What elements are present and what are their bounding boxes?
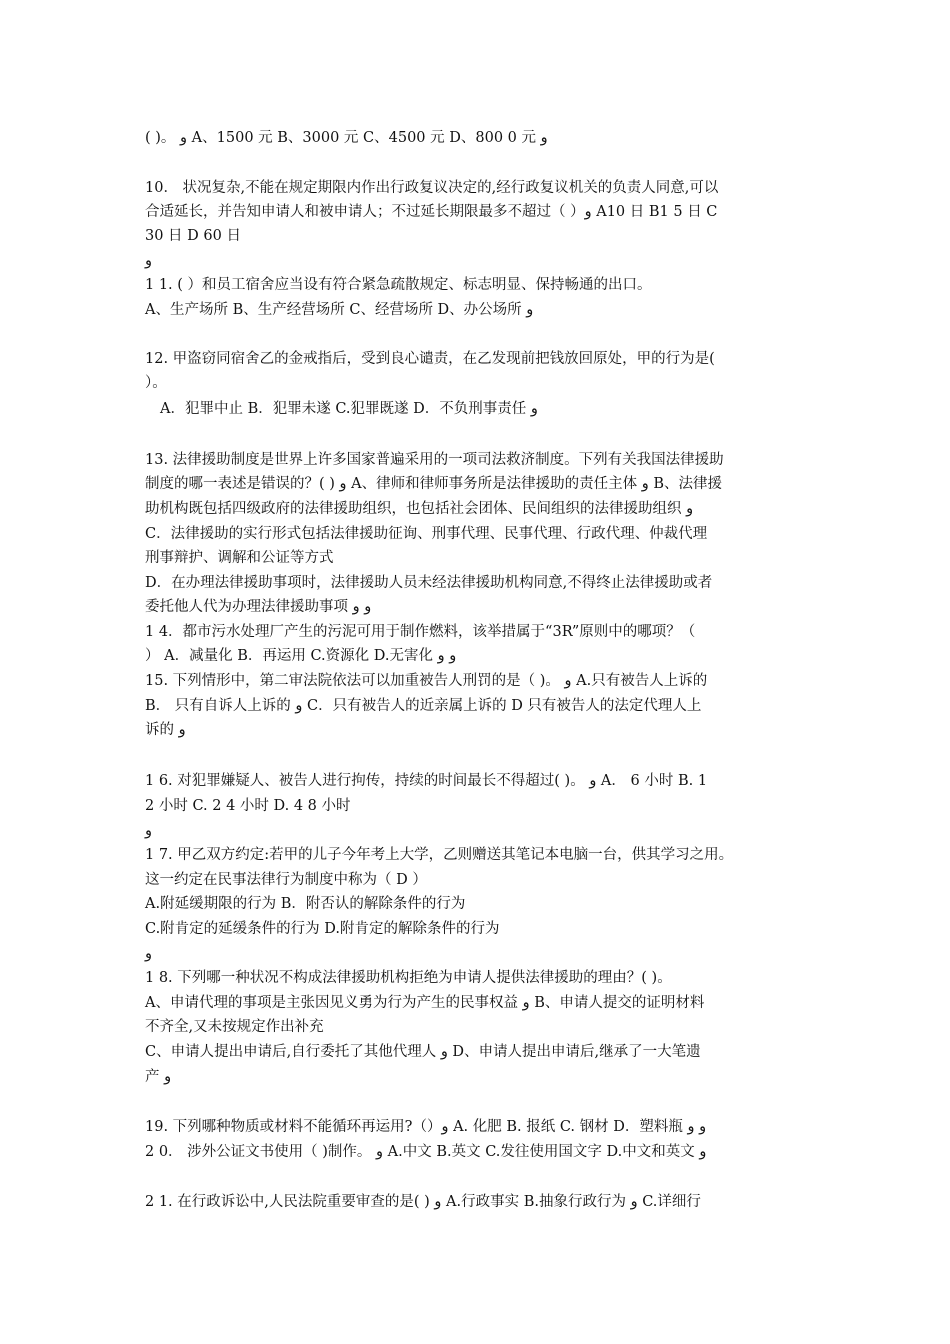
text-line: 1 6. 对犯罪嫌疑人、被告人进行拘传，持续的时间最长不得超过( )。 و A． 6 小时 B. 1 (145, 773, 708, 789)
text-line: D．在办理法律援助事项时，法律援助人员未经法律援助机构同意,不得终止法律援助或者 (145, 575, 713, 591)
text-line: 1 4．都市污水处理厂产生的污泥可用于制作燃料，该举措属于“3R”原则中的哪项？（ (145, 624, 696, 640)
text-line: 2 小时 C. 2 4 小时 D. 4 8 小时 (145, 798, 351, 814)
text-line: 不齐全,又未按规定作出补充 (145, 1019, 324, 1035)
text-line: A、生产场所 B、生产经营场所 C、经营场所 D、办公场所 و (145, 302, 534, 318)
text-line: ）。 (145, 375, 167, 391)
text-line: و (145, 253, 153, 269)
text-line: 制度的哪一表述是错误的？( ) و A、律师和律师事务所是法律援助的责任主体 و B、法律援 (145, 476, 723, 492)
text-line: 2 1. 在行政诉讼中,人民法院重要审查的是( ) و A.行政事实 B.抽象行政行为 و C.详细行 (145, 1194, 701, 1210)
text-line: 13. 法律援助制度是世界上许多国家普遍采用的一项司法救济制度。下列有关我国法律援助 (145, 452, 724, 468)
text-line: 30 日 D 60 日 (145, 228, 241, 244)
text-line: 1 7. 甲乙双方约定:若甲的儿子今年考上大学，乙则赠送其笔记本电脑一台，供其学习之用。 (145, 847, 734, 863)
text-line: 1 1. ( ）和员工宿舍应当设有符合紧急疏散规定、标志明显、保持畅通的出口。 (145, 277, 652, 293)
text-line: 产 و (145, 1069, 172, 1085)
text-line: B． 只有自诉人上诉的 و C．只有被告人的近亲属上诉的 D 只有被告人的法定代理人上 (145, 698, 702, 714)
text-line: 刑事辩护、调解和公证等方式 (145, 550, 334, 566)
text-line: ( )。 و A、1500 元 B、3000 元 C、4500 元 D、800 0 元 و (145, 130, 548, 146)
text-line: 诉的 و (145, 722, 186, 738)
text-line: 合适延长，并告知申请人和被申请人；不过延长期限最多不超过（ ）و A10 日 B1 5 日 C (145, 204, 718, 220)
text-line: 19. 下列哪种物质或材料不能循环再运用?（）و A. 化肥 B. 报纸 C. 钢材 D．塑料瓶 و و (145, 1119, 707, 1135)
text-line: 这一约定在民事法律行为制度中称为（ D ） (145, 872, 427, 888)
text-line: 1 8. 下列哪一种状况不构成法律援助机构拒绝为申请人提供法律援助的理由？( )。 (145, 970, 672, 986)
text-line: ） A．减量化 B．再运用 C.资源化 D.无害化 و و (145, 648, 457, 664)
text-line: و (145, 823, 153, 839)
text-line: و (145, 946, 153, 962)
text-line: 助机构既包括四级政府的法律援助组织，也包括社会团体、民间组织的法律援助组织 و (145, 501, 694, 517)
text-line: C.附肯定的延缓条件的行为 D.附肯定的解除条件的行为 (145, 921, 500, 937)
text-line: 12. 甲盗窃同宿舍乙的金戒指后，受到良心谴责，在乙发现前把钱放回原处，甲的行为是( (145, 351, 715, 367)
text-line: 10． 状况复杂,不能在规定期限内作出行政复议决定的,经行政复议机关的负责人同意,可以 (145, 180, 719, 196)
text-line: C．法律援助的实行形式包括法律援助征询、刑事代理、民事代理、行政代理、仲裁代理 (145, 526, 708, 542)
text-line: 15. 下列情形中，第二审法院依法可以加重被告人刑罚的是（ )。 و A.只有被告人上诉的 (145, 673, 708, 689)
text-line: 委托他人代为办理法律援助事项 و و (145, 599, 372, 615)
text-line: C、申请人提出申请后,自行委托了其他代理人 و D、申请人提出申请后,继承了一大笔遗 (145, 1044, 701, 1060)
text-line: A.附延缓期限的行为 B．附否认的解除条件的行为 (145, 896, 466, 912)
text-line: A．犯罪中止 B．犯罪未遂 C.犯罪既遂 D．不负刑事责任 و (160, 401, 538, 417)
text-line: 2 0． 涉外公证文书使用（ )制作。 و A.中文 B.英文 C.发往使用国文字 D.中文和英文 و (145, 1144, 707, 1160)
text-line: A、申请代理的事项是主张因见义勇为行为产生的民事权益 و B、申请人提交的证明材料 (145, 995, 705, 1011)
